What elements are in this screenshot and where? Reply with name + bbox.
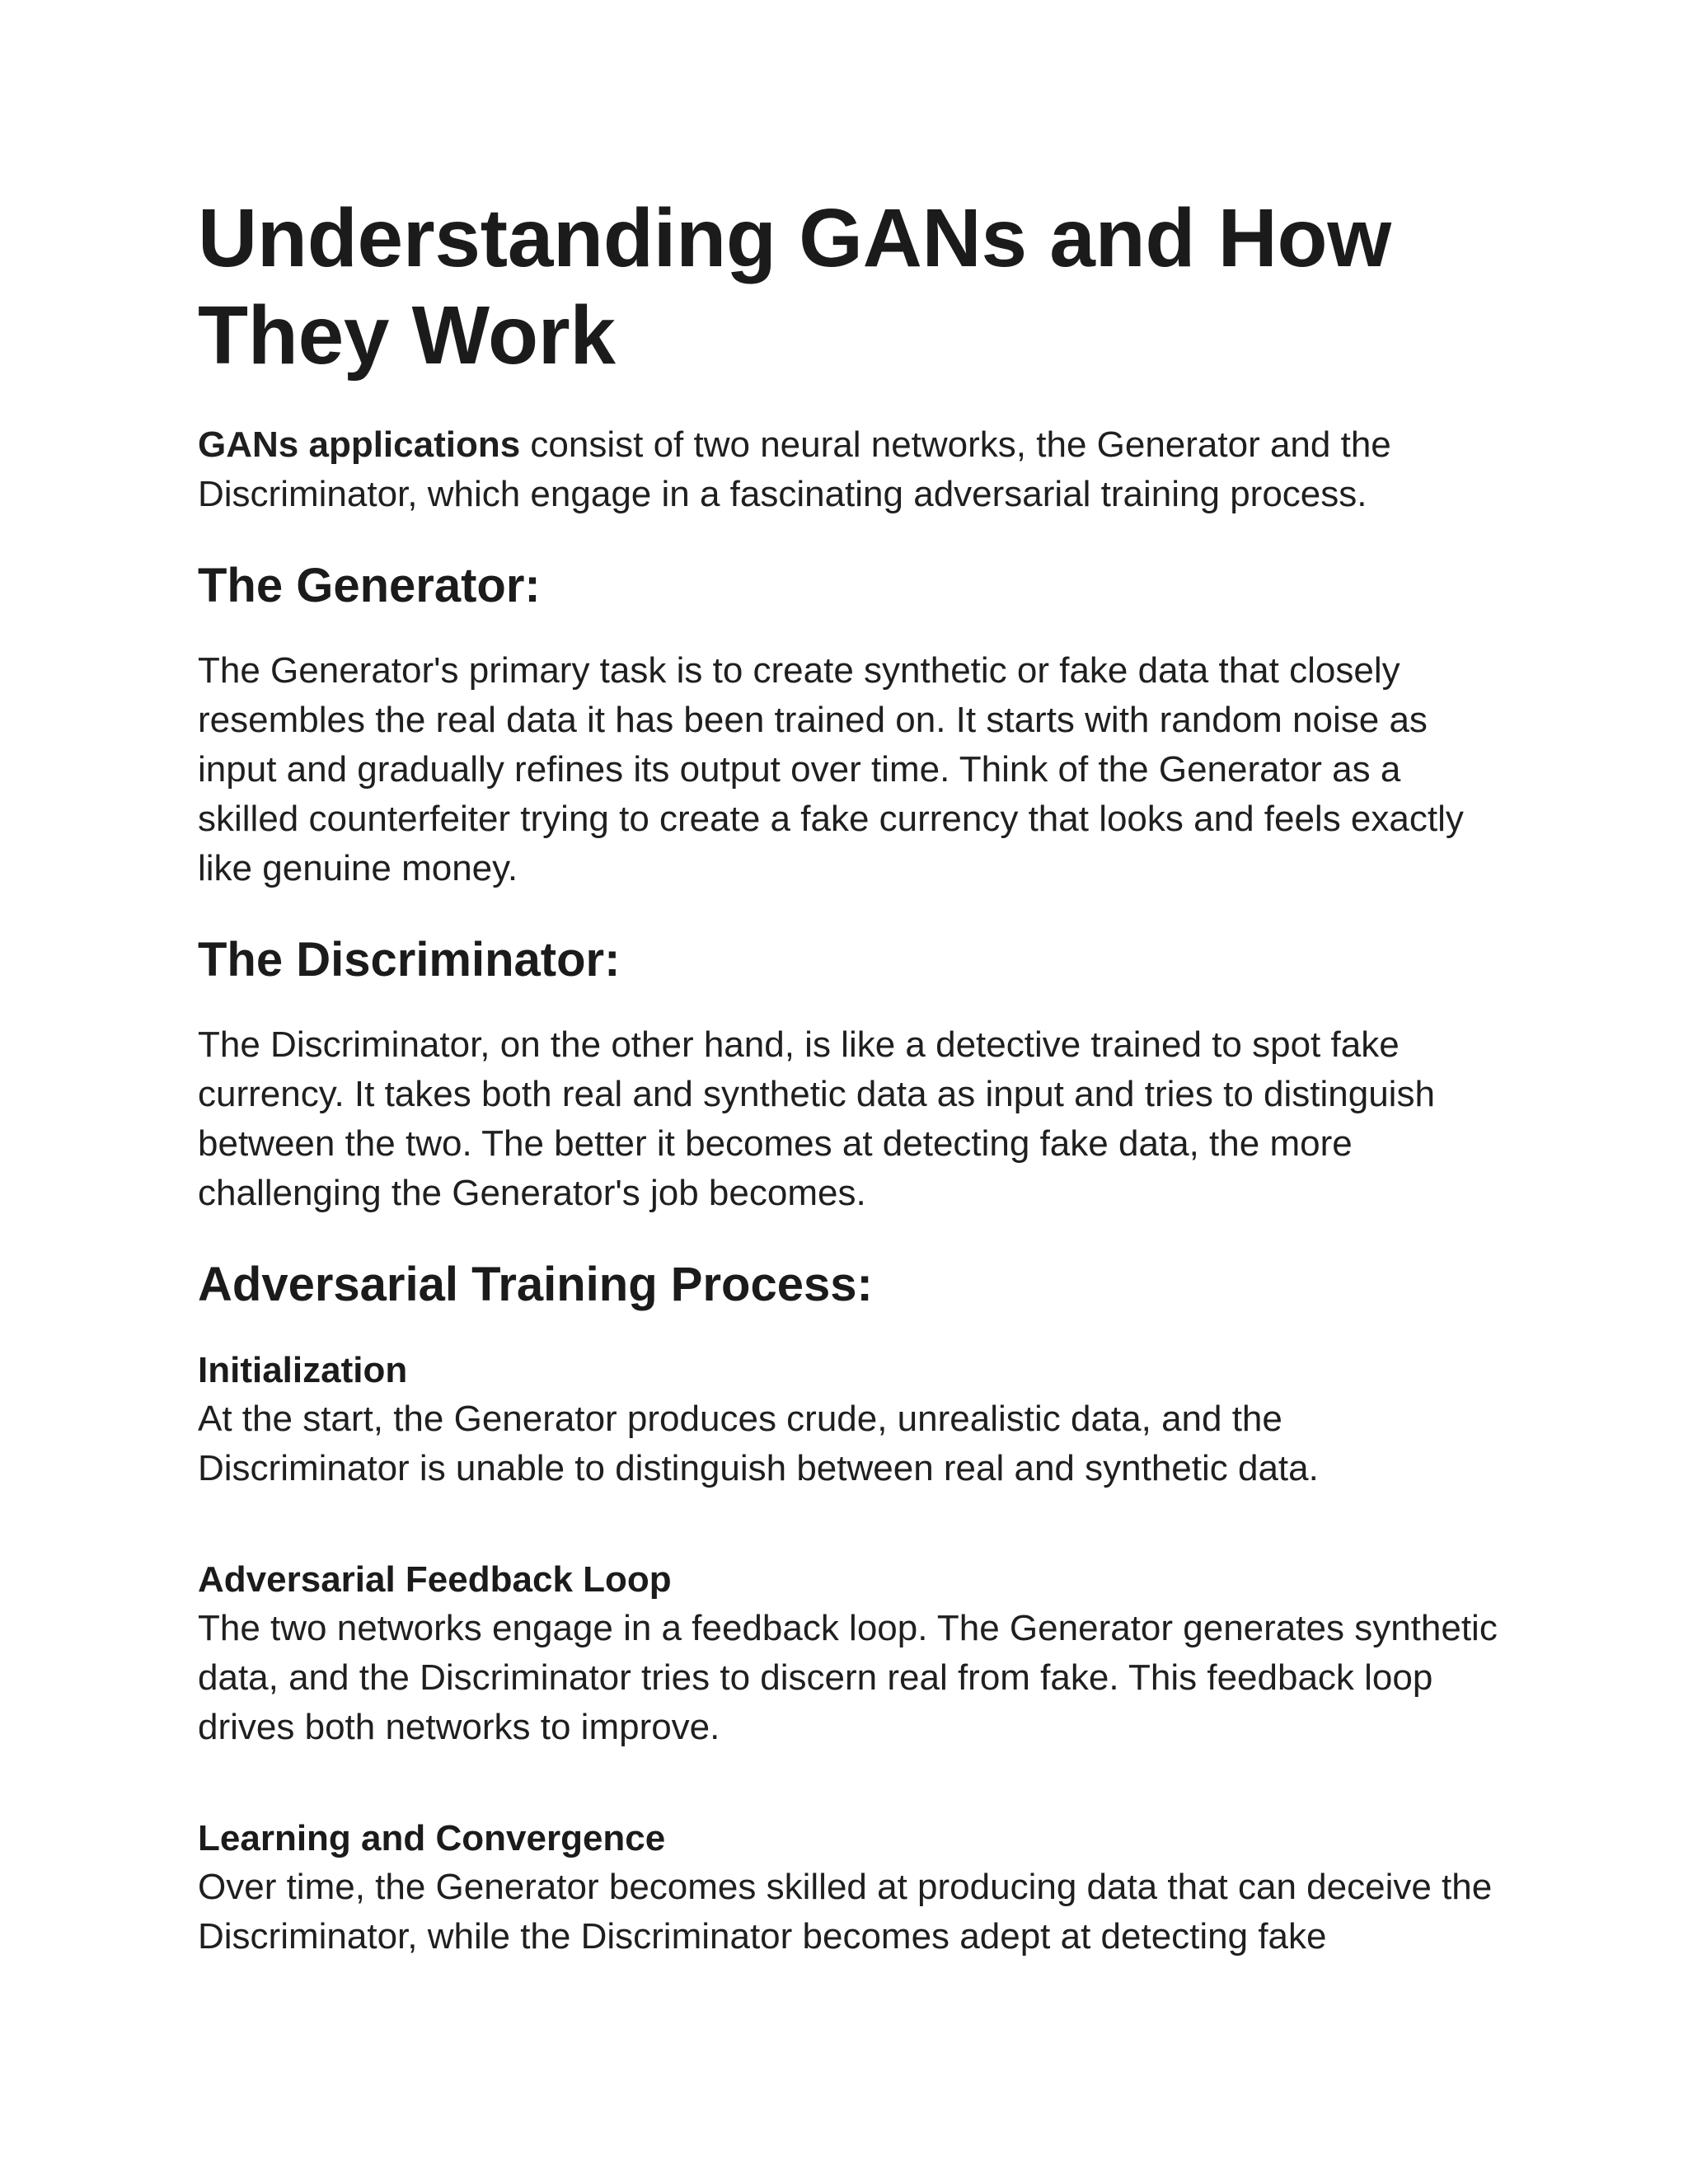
- step-feedback-loop: [198, 1556, 1500, 1752]
- step-title: Initialization: [198, 1350, 408, 1390]
- document-page: [198, 190, 1500, 1961]
- step-text: Over time, the Generator becomes skilled at producing data that can deceive the Discriminator, while the Discriminator becomes adept at detecting fake: [198, 1867, 1493, 1957]
- discriminator-heading: The Discriminator:: [198, 933, 621, 987]
- discriminator-paragraph: The Discriminator, on the other hand, is like a detective trained to spot fake currency. It takes both real and synthetic data as input and tries to distinguish between the two. The better it becomes at detecting fake data, the more challenging the Generator's job becomes.: [198, 1024, 1435, 1213]
- adversarial-heading: Adversarial Training Process:: [198, 1258, 873, 1311]
- step-text: The two networks engage in a feedback loop. The Generator generates synthetic data, and the Discriminator tries to discern real from fake. This feedback loop drives both networks to improve.: [198, 1608, 1498, 1747]
- page-title: Understanding GANs and How They Work: [198, 192, 1391, 382]
- step-title: Learning and Convergence: [198, 1818, 666, 1858]
- step-initialization: [198, 1347, 1500, 1493]
- step-title: Adversarial Feedback Loop: [198, 1559, 672, 1600]
- intro-bold-term: GANs applications: [198, 424, 521, 465]
- generator-paragraph: The Generator's primary task is to create synthetic or fake data that closely resembles the real data it has been trained on. It starts with random noise as input and gradually refines its output over time. Think of the Generator as a skilled counterfeiter trying to create a fake currency that looks and feels exactly like genuine money.: [198, 650, 1464, 888]
- intro-text: consist of two neural networks, the Generator and the Discriminator, which engage in a fascinating adversarial training process.: [198, 424, 1391, 514]
- intro-paragraph: [198, 420, 1500, 519]
- generator-heading: The Generator:: [198, 559, 541, 612]
- step-learning-convergence: [198, 1815, 1500, 1961]
- step-text: At the start, the Generator produces crude, unrealistic data, and the Discriminator is unable to distinguish between real and synthetic data.: [198, 1399, 1319, 1488]
